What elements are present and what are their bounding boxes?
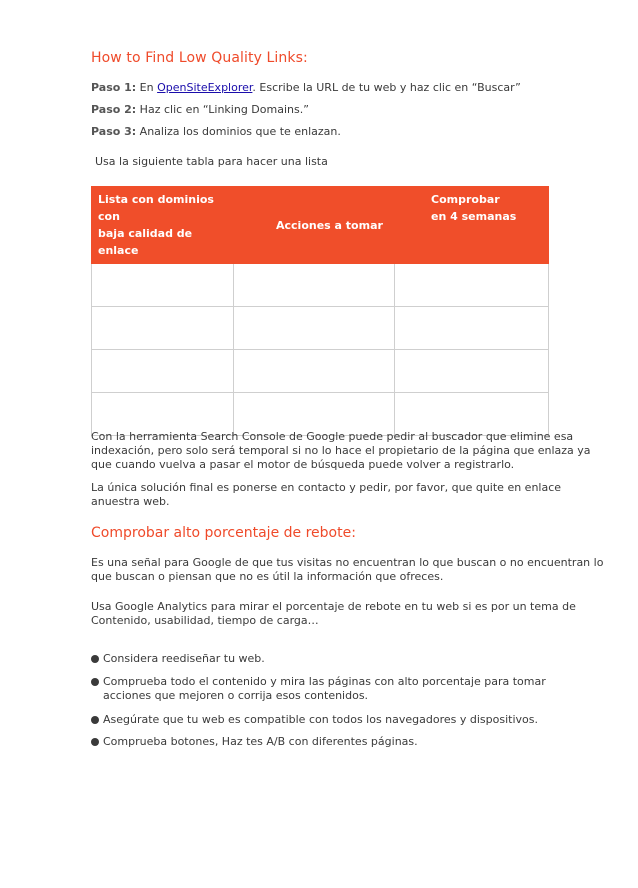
- bounce-rate-paragraph: Es una señal para Google de que tus visitas no encuentran lo que buscan o no encuentran lo que buscan o piensan que no es útil la información que ofreces.: [91, 556, 604, 583]
- bullet-icon: [91, 678, 99, 686]
- table-cell[interactable]: [395, 350, 549, 393]
- section-title-bounce-rate: Comprobar alto porcentaje de rebote:: [91, 525, 356, 541]
- list-item-text: Asegúrate que tu web es compatible con todos los navegadores y dispositivos.: [103, 713, 538, 726]
- table-cell[interactable]: [234, 350, 395, 393]
- table-intro-note: Usa la siguiente tabla para hacer una lista: [95, 155, 328, 168]
- step-2-label: Paso 2:: [91, 103, 137, 116]
- section-title-low-quality-links: How to Find Low Quality Links:: [91, 50, 308, 66]
- opensiteexplorer-link[interactable]: OpenSiteExplorer: [157, 81, 253, 94]
- bullet-icon: [91, 738, 99, 746]
- list-item: [91, 713, 611, 727]
- analytics-paragraph: Usa Google Analytics para mirar el porcentaje de rebote en tu web si es por un tema de Contenido, usabilidad, tiempo de carga…: [91, 600, 576, 627]
- table-row: [92, 264, 549, 307]
- step-2: [91, 103, 309, 116]
- step-3: [91, 125, 341, 138]
- step-1-text-pre: En: [136, 81, 158, 94]
- table-cell[interactable]: [234, 307, 395, 350]
- step-3-label: Paso 3:: [91, 125, 137, 138]
- list-item: [91, 735, 611, 749]
- bullet-icon: [91, 655, 99, 663]
- table-header-row: [92, 187, 549, 264]
- header-domains: [92, 187, 234, 264]
- list-item: [91, 652, 611, 666]
- table-cell[interactable]: [92, 307, 234, 350]
- table-cell[interactable]: [395, 264, 549, 307]
- table-row: [92, 307, 549, 350]
- step-3-text: Analiza los dominios que te enlazan.: [136, 125, 341, 138]
- contact-paragraph: La única solución final es ponerse en contacto y pedir, por favor, que quite en enlace anuestra web.: [91, 481, 562, 508]
- bullet-icon: [91, 716, 99, 724]
- list-item-text: Comprueba todo el contenido y mira las páginas con alto porcentaje para tomar acciones que mejoren o corrija esos contenidos.: [103, 675, 546, 702]
- list-item-text: Comprueba botones, Haz tes A/B con diferentes páginas.: [103, 735, 418, 748]
- list-item-text: Considera reediseñar tu web.: [103, 652, 265, 665]
- step-2-text: Haz clic en “Linking Domains.”: [136, 103, 309, 116]
- header-check-line1: Comprobar: [431, 193, 500, 206]
- step-1-text-post: . Escribe la URL de tu web y haz clic en “Buscar”: [252, 81, 521, 94]
- header-check-line2: en 4 semanas: [431, 210, 517, 223]
- table-cell[interactable]: [92, 350, 234, 393]
- header-domains-line1: Lista con dominios con: [98, 193, 214, 223]
- step-1: [91, 81, 521, 94]
- step-1-label: Paso 1:: [91, 81, 137, 94]
- header-actions: Acciones a tomar: [234, 187, 395, 264]
- search-console-paragraph: Con la herramienta Search Console de Google puede pedir al buscador que elimine esa indexación, pero solo será temporal si no lo hace el propietario de la página que enlaza ya que cuando vuelva a pasar el motor de búsqueda puede volver a registrarlo.: [91, 430, 591, 471]
- table-cell[interactable]: [92, 264, 234, 307]
- low-quality-links-table: [91, 186, 549, 436]
- table-row: [92, 350, 549, 393]
- header-domains-line2: baja calidad de enlace: [98, 227, 193, 257]
- table-cell[interactable]: [395, 307, 549, 350]
- list-item: [91, 675, 573, 703]
- recommendations-list: [91, 652, 611, 757]
- header-check: [395, 187, 549, 264]
- table-cell[interactable]: [234, 264, 395, 307]
